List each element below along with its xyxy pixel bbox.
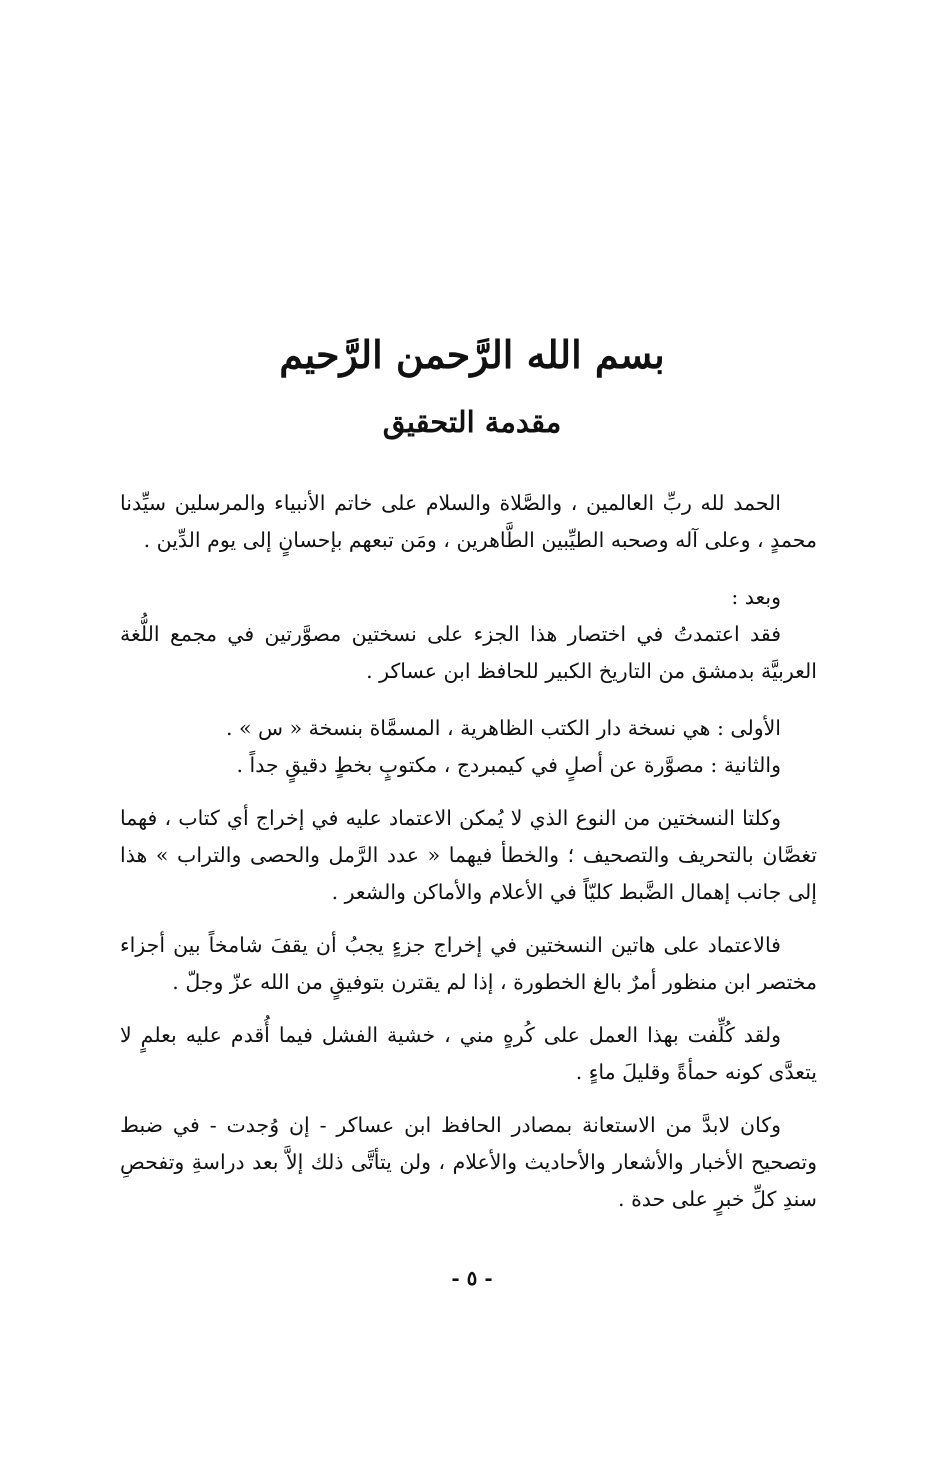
page-number: - ٥ - xyxy=(451,1266,493,1290)
body-text xyxy=(120,485,817,1218)
page-title: مقدمة التحقيق xyxy=(382,405,562,439)
paragraph-sources-intro: فقد اعتمدتُ في اختصار هذا الجزء على نسختين مصوَّرتين في مجمع اللُّغة العربيَّة بدمشق من التاريخ الكبير للحافظ ابن عساكر . xyxy=(120,622,817,683)
basmala-heading: بسم الله الرَّحمن الرَّحيم xyxy=(279,332,665,377)
paragraph-method: وكان لابدَّ من الاستعانة بمصادر الحافظ ابن عساكر - إن وُجدت - في ضبط وتصحيح الأخبار والأشعار والأحاديث والأعلام ، ولن يتأتَّى ذلك إلاَّ بعد دراسةِ وتفحصِ سندِ كلِّ خبرٍ على حدة . xyxy=(120,1113,817,1211)
paragraph-second-copy: والثانية : مصوَّرة عن أصلٍ في كيمبردج ، مكتوبٍ بخطٍ دقيقٍ جداً . xyxy=(236,753,781,777)
paragraph-first-copy: الأولى : هي نسخة دار الكتب الظاهرية ، المسمَّاة بنسخة « س » . xyxy=(225,716,781,740)
paragraph-assignment: ولقد كُلِّفت بهذا العمل على كُرهٍ مني ، خشية الفشل فيما أُقدم عليه بعلمٍ لا يتعدَّى كونه حمأةً وقليلَ ماءٍ . xyxy=(120,1023,817,1084)
paragraph-reliance: فالاعتماد على هاتين النسختين في إخراج جزءٍ يجبُ أن يقفَ شامخاً بين أجزاء مختصر ابن منظور أمرٌ بالغ الخطورة ، إذا لم يقترن بتوفيقٍ من الله عزّ وجلّ . xyxy=(120,933,817,994)
paragraph-copies-condition: وكلتا النسختين من النوع الذي لا يُمكن الاعتماد عليه في إخراج أي كتاب ، فهما تغصَّان بالتحريف والتصحيف ؛ والخطأ فيهما « عدد الرَّمل والحصى والتراب » هذا إلى جانب إهمال الضَّبط كليّاً في الأعلام والأماكن والشعر . xyxy=(120,806,817,904)
paragraph-praise: الحمد لله ربِّ العالمين ، والصَّلاة والسلام على خاتم الأنبياء والمرسلين سيِّدنا محمدٍ ، وعلى آله وصحبه الطيِّبين الطَّاهرين ، ومَن تبعهم بإحسانٍ إلى يوم الدِّين . xyxy=(120,491,817,552)
paragraph-wa-bad: وبعد : xyxy=(731,585,781,609)
